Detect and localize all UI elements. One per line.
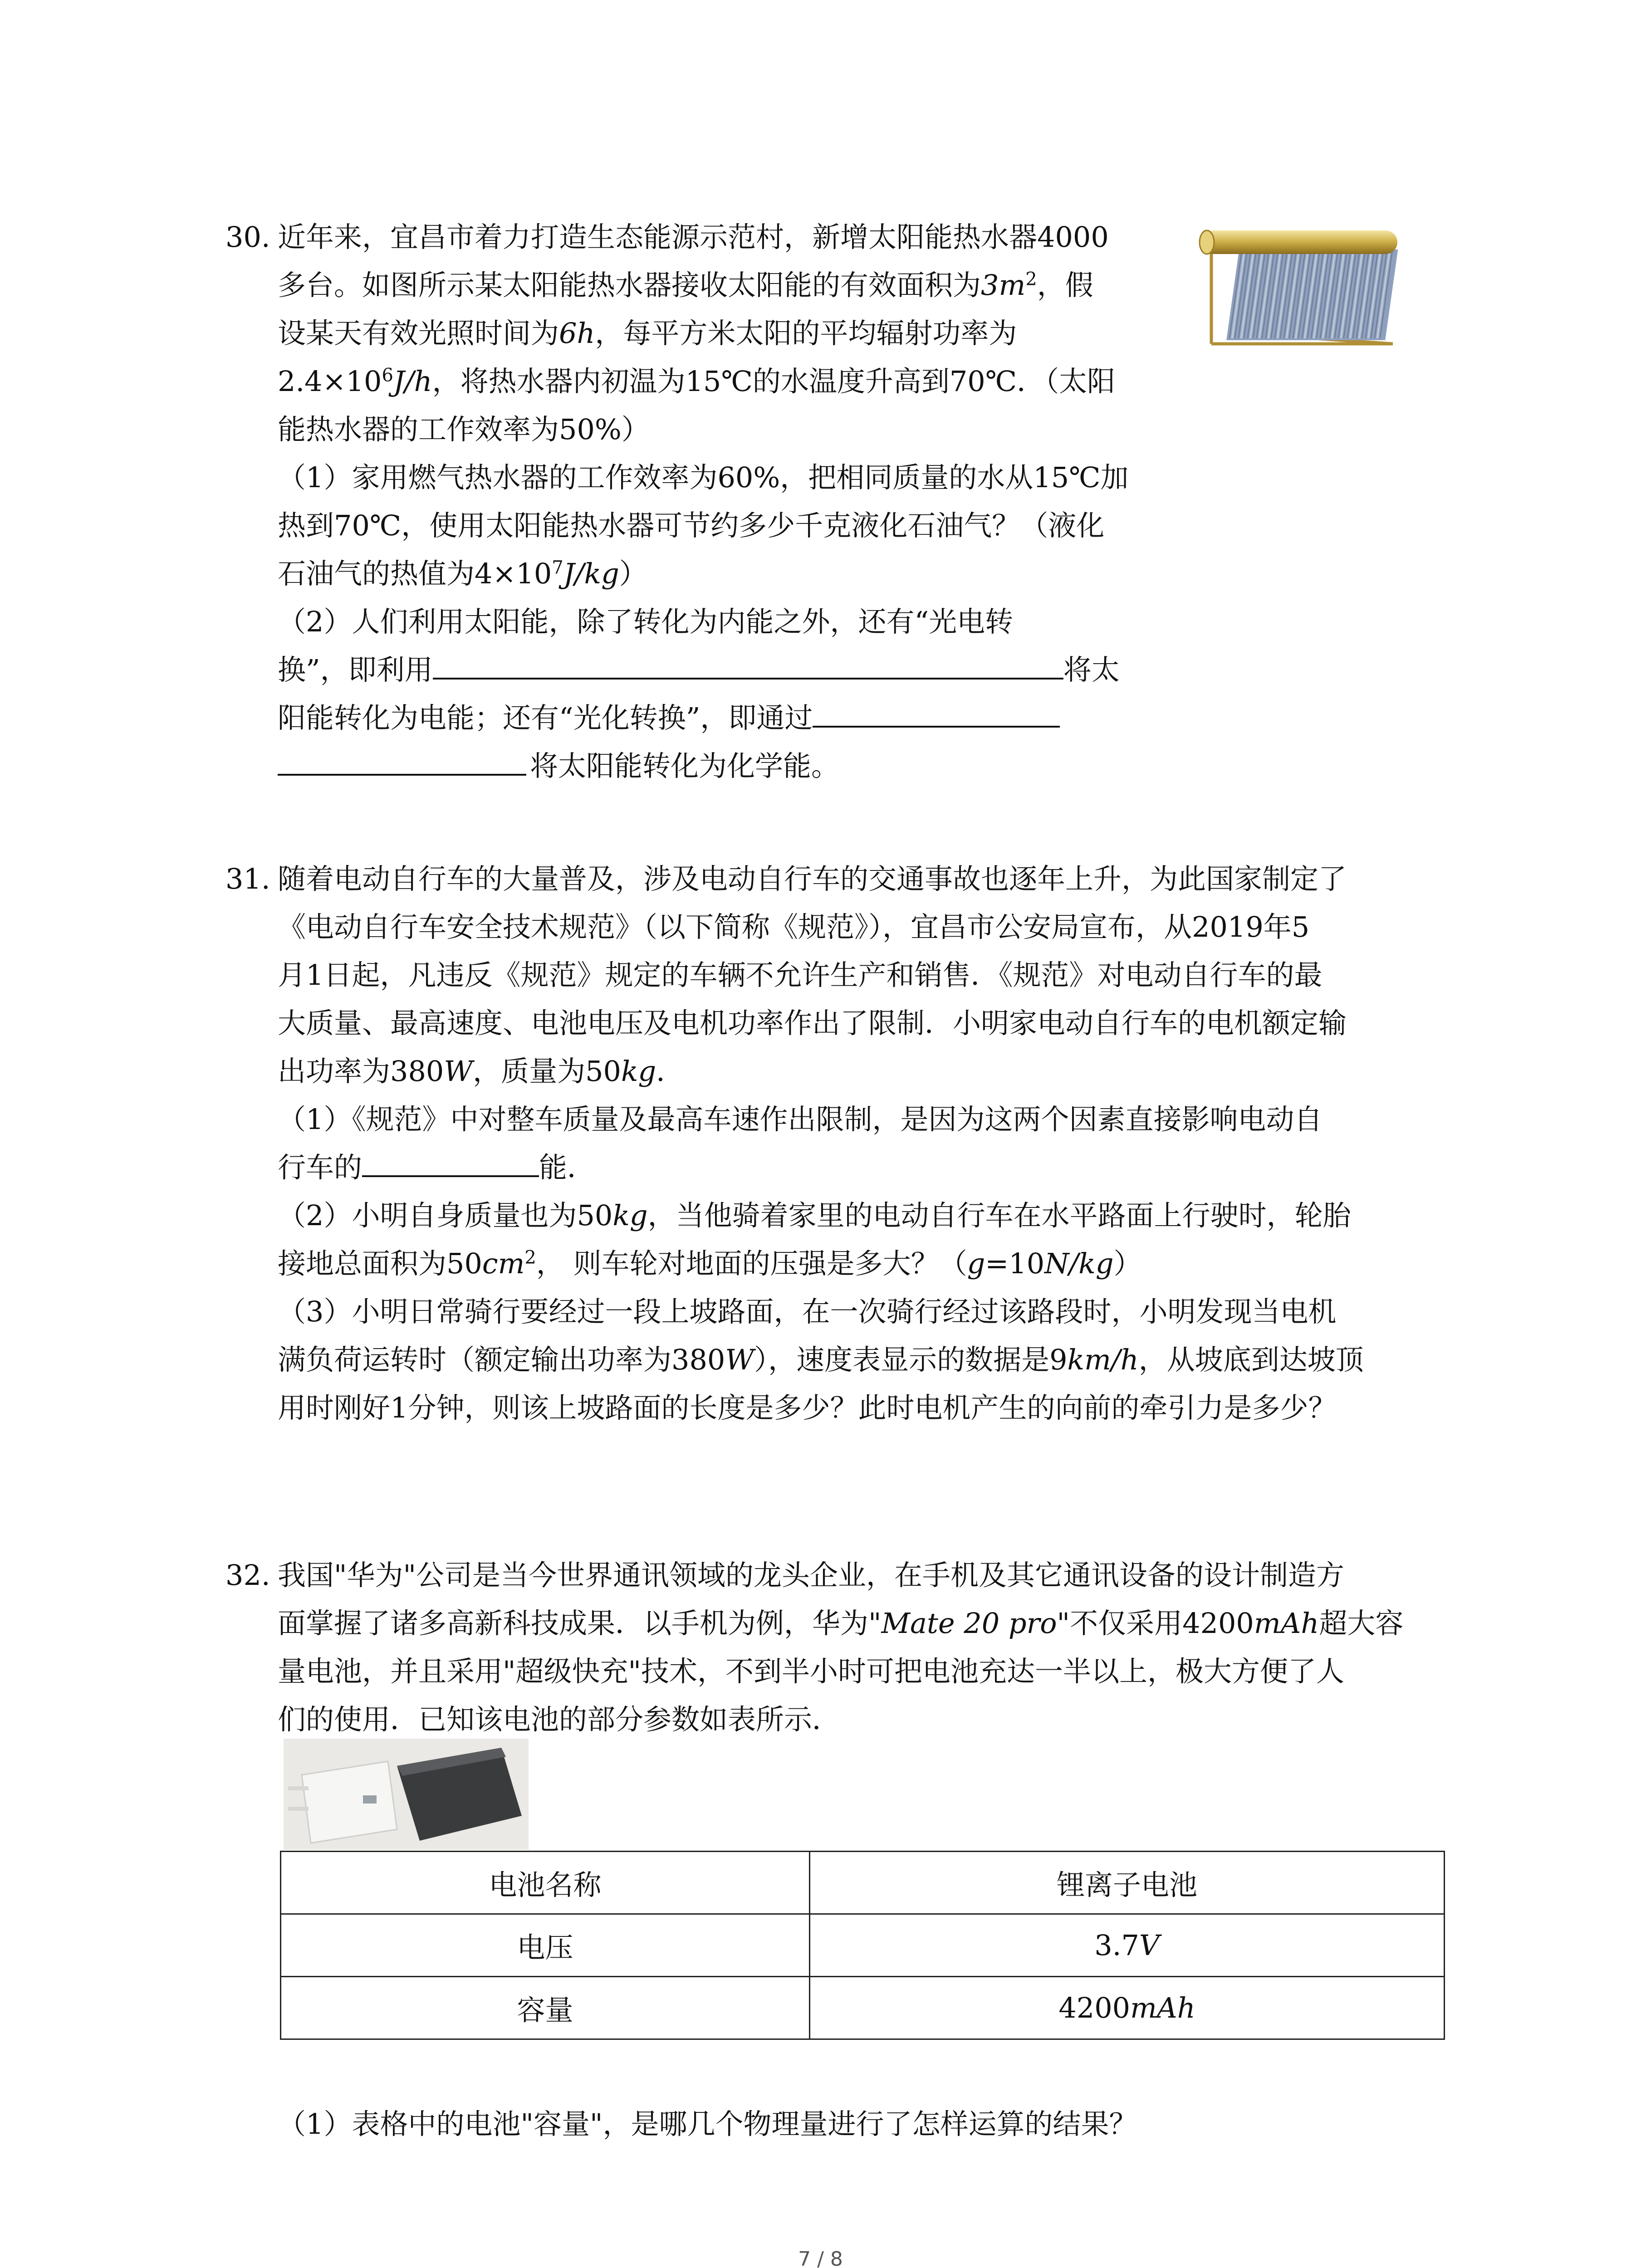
table-row (281, 1852, 1445, 1914)
question-32 (278, 1551, 1403, 1744)
table-row (281, 1914, 1445, 1977)
question-32-part-1 (278, 2100, 1137, 2148)
q30-line-4: $2.4\times 10^6J/h$，将热水器内初温为15℃的水温度升高到70℃．（太阳 (278, 365, 1116, 398)
q30-line-9: （2）人们利用太阳能，除了转化为内能之外，还有“光电转 (278, 605, 1014, 638)
question-number-30: 30. (225, 220, 270, 254)
table-cell-battery-name-value: 锂离子电池 (810, 1852, 1445, 1914)
table-cell-capacity-label: 容量 (281, 1977, 810, 2039)
q32-line-4: 们的使用．已知该电池的部分参数如表所示． (278, 1703, 841, 1736)
q31-line-9: 接地总面积为$50cm^2$， 则车轮对地面的压强是多大？（g=10N/kg） (278, 1247, 1142, 1280)
question-number-32: 32. (225, 1559, 270, 1592)
q30-line-7: 热到70℃，使用太阳能热水器可节约多少千克液化石油气？（液化 (278, 509, 1105, 542)
q32-line-3: 量电池，并且采用"超级快充"技术，不到半小时可把电池充达一半以上，极大方便了人 (278, 1655, 1345, 1688)
charger-photo (284, 1739, 529, 1850)
answer-blank-3[interactable] (278, 746, 526, 776)
question-30 (278, 213, 1129, 790)
question-31 (278, 855, 1364, 1432)
q30-line-6: （1）家用燃气热水器的工作效率为60%，把相同质量的水从15℃加 (278, 461, 1129, 494)
q30-line-8: 石油气的热值为$4\times 10^7J/kg$） (278, 557, 647, 590)
q31-line-5: 出功率为380W，质量为50kg． (278, 1055, 685, 1088)
page-number: 7 / 8 (798, 2248, 843, 2268)
q31-line-6: （1）《规范》中对整车质量及最高车速作出限制，是因为这两个因素直接影响电动自 (278, 1103, 1323, 1136)
q31-line-4: 大质量、最高速度、电池电压及电机功率作出了限制．小明家电动自行车的电机额定输 (278, 1007, 1347, 1040)
q31-line-8: （2）小明自身质量也为50kg，当他骑着家里的电动自行车在水平路面上行驶时，轮胎 (278, 1199, 1351, 1232)
q32-line-1: 我国"华为"公司是当今世界通讯领域的龙头企业，在手机及其它通讯设备的设计制造方 (278, 1559, 1345, 1592)
question-number-31: 31. (225, 862, 270, 895)
q31-line-1: 随着电动自行车的大量普及，涉及电动自行车的交通事故也逐年上升，为此国家制定了 (278, 862, 1347, 895)
q30-line-1: 近年来，宜昌市着力打造生态能源示范村，新增太阳能热水器4000 (278, 220, 1109, 254)
q31-line-12: 用时刚好1分钟，则该上坡路面的长度是多少？此时电机产生的向前的牵引力是多少？ (278, 1391, 1337, 1424)
table-row (281, 1977, 1445, 2039)
solar-water-heater-image (1193, 221, 1402, 357)
q30-line-2: 多台。如图所示某太阳能热水器接收太阳能的有效面积为$3m^2$，假 (278, 269, 1093, 302)
table-cell-voltage-label: 电压 (281, 1914, 810, 1977)
answer-blank-4[interactable] (362, 1147, 539, 1177)
q31-line-3: 月1日起，凡违反《规范》规定的车辆不允许生产和销售．《规范》对电动自行车的最 (278, 958, 1323, 992)
table-cell-battery-name-label: 电池名称 (281, 1852, 810, 1914)
answer-blank-1[interactable] (433, 650, 1063, 679)
q31-line-2: 《电动自行车安全技术规范》（以下简称《规范》），宜昌市公安局宣布，从2019年5 (278, 910, 1310, 943)
battery-spec-table (280, 1851, 1445, 2040)
q32-subquestion-1: （1）表格中的电池"容量"，是哪几个物理量进行了怎样运算的结果？ (278, 2107, 1137, 2141)
q30-line-10: 换”，即利用 将太 (278, 646, 1129, 694)
q31-line-11: 满负荷运转时（额定输出功率为380W），速度表显示的数据是9km/h，从坡底到达坡顶 (278, 1343, 1364, 1376)
q30-line-5: 能热水器的工作效率为50%） (278, 413, 650, 446)
q30-line-11: 阳能转化为电能；还有“光化转换”，即通过 (278, 694, 1129, 742)
table-cell-capacity-value: 4200mAh (810, 1977, 1445, 2039)
table-cell-voltage-value: 3.7V (810, 1914, 1445, 1977)
q31-line-10: （3）小明日常骑行要经过一段上坡路面，在一次骑行经过该路段时，小明发现当电机 (278, 1295, 1337, 1328)
q32-line-2: 面掌握了诸多高新科技成果．以手机为例，华为"Mate 20 pro"不仅采用4200mAh超大容 (278, 1607, 1404, 1640)
q30-line-12: 将太阳能转化为化学能。 (278, 742, 1129, 790)
q30-line-3: 设某天有效光照时间为6h，每平方米太阳的平均辐射功率为 (278, 317, 1017, 350)
answer-blank-2[interactable] (813, 698, 1060, 728)
q31-line-7: 行车的 能． (278, 1144, 1364, 1192)
